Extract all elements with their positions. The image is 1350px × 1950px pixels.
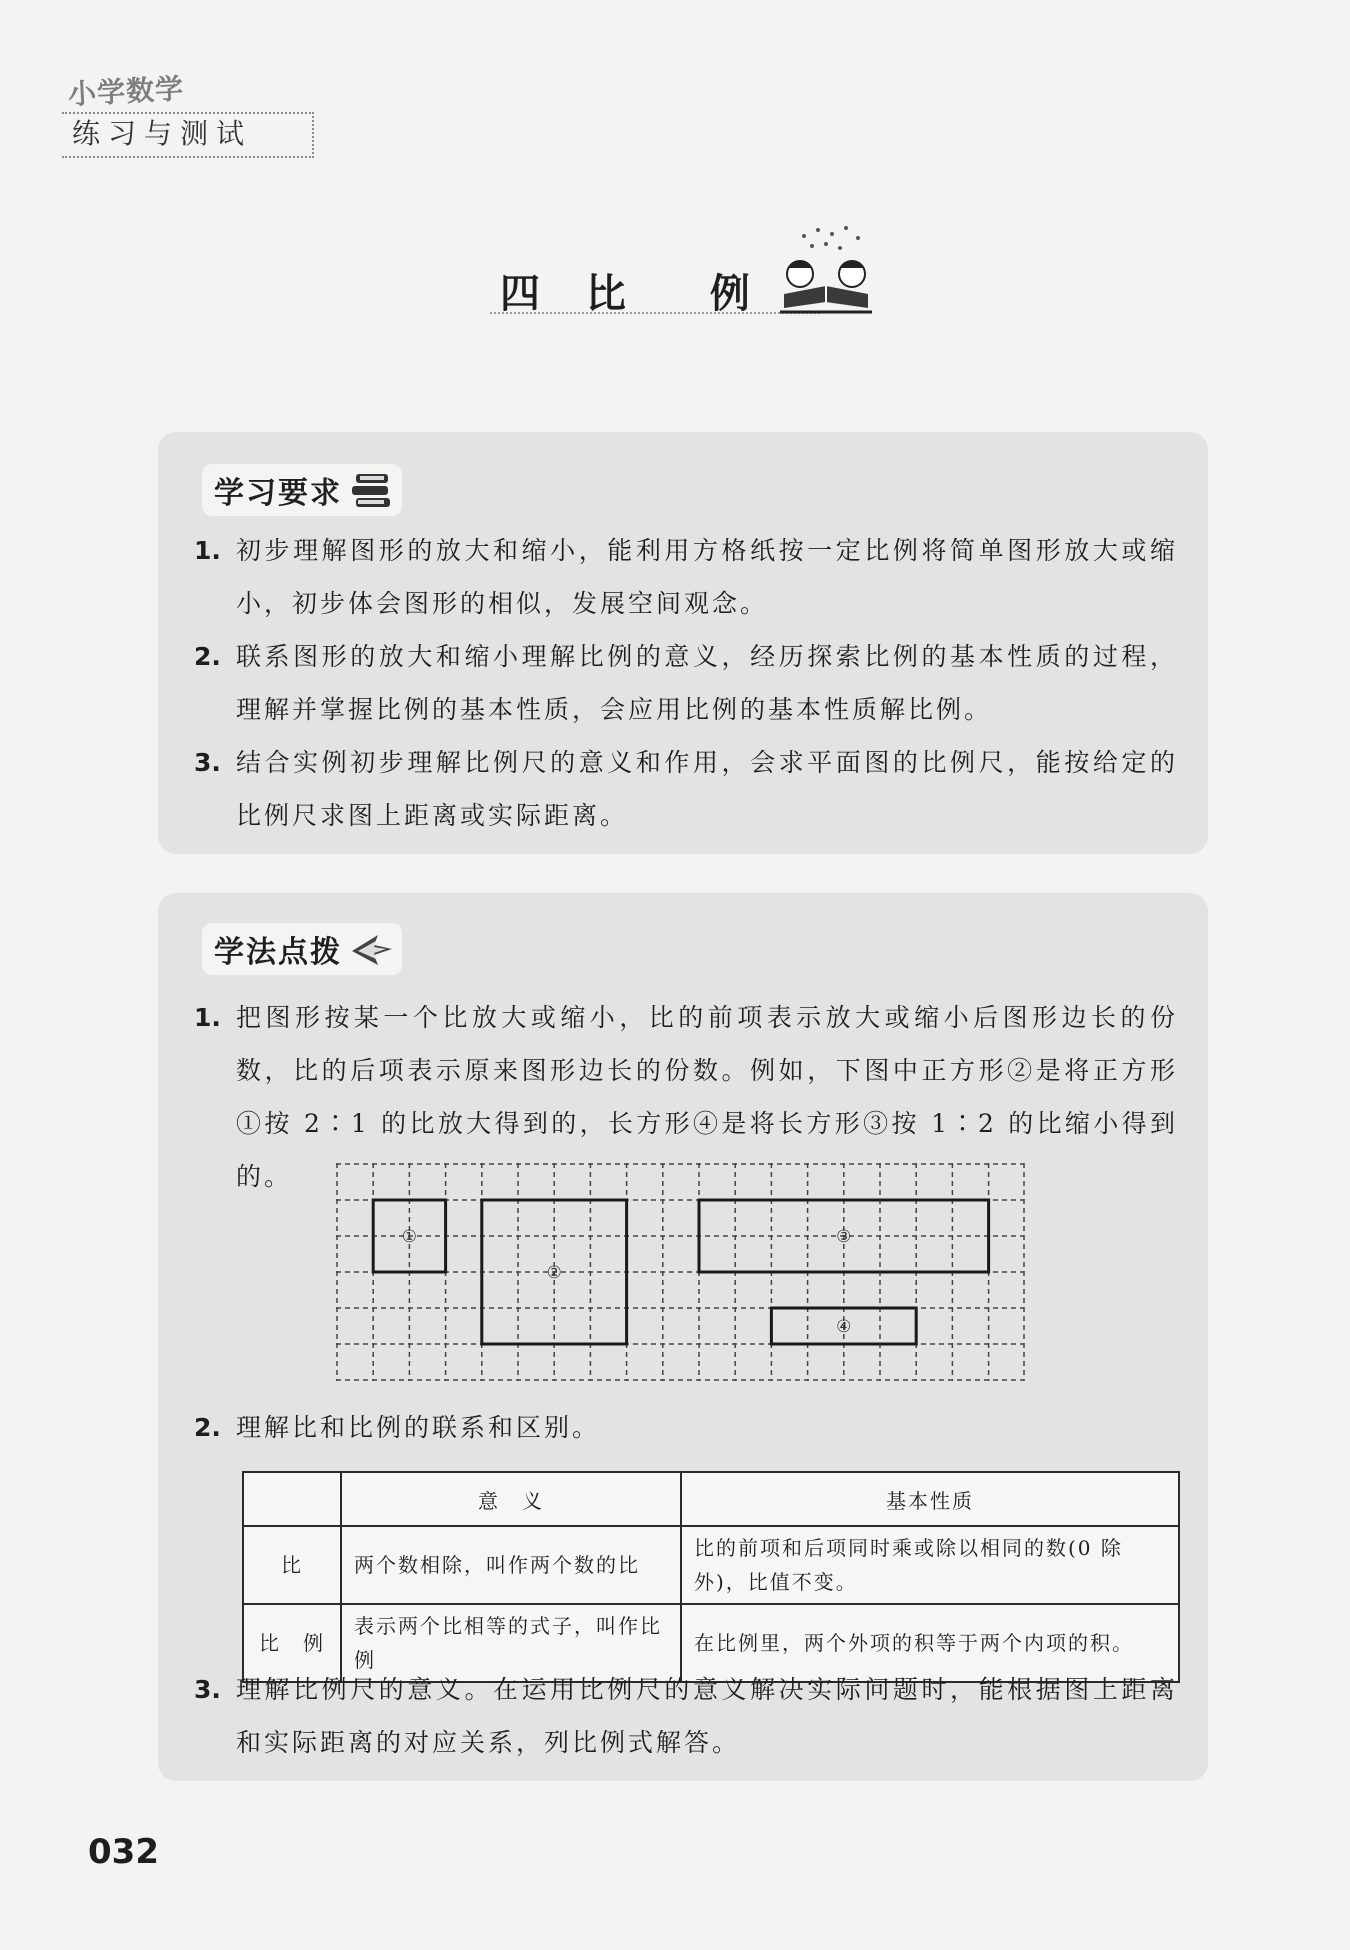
item-number: 1. [194, 1003, 221, 1032]
item-text: 把图形按某一个比放大或缩小，比的前项表示放大或缩小后图形边长的份数，比的后项表示原来图形边长的份数。例如，下图中正方形②是将正方形①按 2∶1 的比放大得到的，长方形④是将长方形③按 1∶2 的比缩小得到的。 [236, 1003, 1178, 1191]
table-cell-property: 比的前项和后项同时乘或除以相同的数(0 除外)，比值不变。 [681, 1526, 1179, 1604]
methods-heading-text: 学法点拨 [214, 935, 342, 970]
book-title: 练习与测试 [72, 117, 253, 150]
requirement-item-3 [194, 736, 1178, 842]
item-number: 1. [194, 536, 221, 565]
method-item-2 [194, 1401, 1178, 1454]
requirement-item-1 [194, 524, 1178, 630]
table-header-cell: 基本性质 [681, 1472, 1179, 1526]
series-title: 小学数学 [67, 71, 185, 112]
item-text: 理解比和比例的联系和区别。 [236, 1413, 601, 1442]
methods-panel [158, 893, 1208, 1781]
grid-figure-svg [336, 1163, 1026, 1385]
item-number: 2. [194, 1413, 221, 1442]
table-cell-property: 在比例里，两个外项的积等于两个内项的积。 [681, 1604, 1179, 1682]
item-text: 初步理解图形的放大和缩小，能利用方格纸按一定比例将简单图形放大或缩小，初步体会图形的相似，发展空间观念。 [236, 536, 1178, 618]
method-item-3 [194, 1663, 1178, 1769]
reading-children-icon [770, 222, 882, 318]
chapter-number: 四 [500, 270, 546, 317]
table-row-name: 比 例 [243, 1604, 341, 1682]
page-number: 032 [88, 1832, 159, 1872]
item-number: 2. [194, 642, 221, 671]
table-row [243, 1526, 1179, 1604]
label-4: ④ [836, 1317, 852, 1337]
requirement-item-2 [194, 630, 1178, 736]
label-1: ① [401, 1227, 418, 1247]
label-3: ③ [836, 1227, 852, 1247]
item-text: 理解比例尺的意义。在运用比例尺的意义解决实际问题时，能根据图上距离和实际距离的对应关系，列比例式解答。 [236, 1675, 1178, 1757]
requirements-heading [202, 464, 402, 516]
table-cell-meaning: 两个数相除，叫作两个数的比 [341, 1526, 681, 1604]
table-row-name: 比 [243, 1526, 341, 1604]
pointer-arrow-icon [348, 929, 396, 969]
table-cell-meaning: 表示两个比相等的式子，叫作比例 [341, 1604, 681, 1682]
comparison-table [242, 1471, 1180, 1683]
grid-figure [336, 1163, 1026, 1385]
book-stack-icon [348, 470, 396, 510]
chapter-word-1: 比 [585, 270, 632, 317]
item-number: 3. [194, 1675, 221, 1704]
table-header-cell: 意 义 [341, 1472, 681, 1526]
chapter-title [500, 262, 756, 319]
item-number: 3. [194, 748, 221, 777]
requirements-list [194, 524, 1178, 842]
requirements-panel [158, 432, 1208, 854]
book-title-box [62, 112, 314, 158]
requirements-heading-text: 学习要求 [214, 476, 342, 511]
table-header-row [243, 1472, 1179, 1526]
table-header-cell [243, 1472, 341, 1526]
item-text: 联系图形的放大和缩小理解比例的意义，经历探索比例的基本性质的过程，理解并掌握比例的基本性质，会应用比例的基本性质解比例。 [236, 642, 1178, 724]
item-text: 结合实例初步理解比例尺的意义和作用，会求平面图的比例尺，能按给定的比例尺求图上距离或实际距离。 [236, 748, 1178, 830]
methods-heading [202, 923, 402, 975]
label-2: ② [546, 1263, 562, 1283]
chapter-word-2: 例 [709, 270, 756, 317]
